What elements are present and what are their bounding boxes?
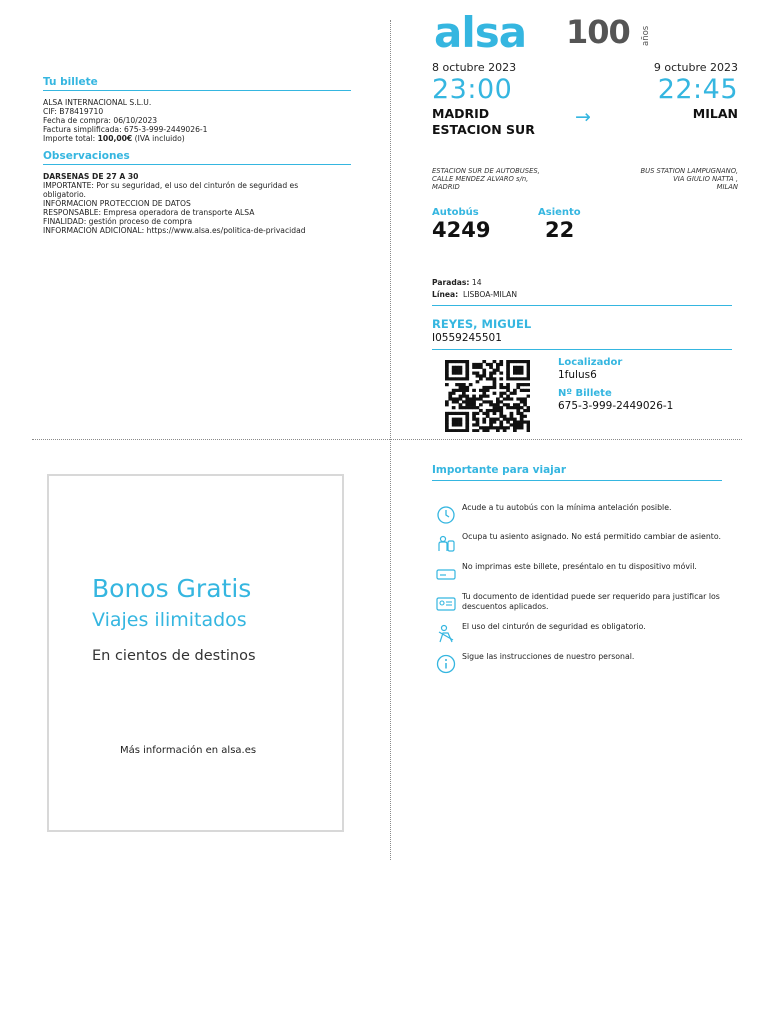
tips-rule <box>432 480 722 481</box>
bus-number: 4249 <box>432 218 491 242</box>
tip-text: No imprimas este billete, preséntalo en tu dispositivo móvil. <box>462 562 697 571</box>
purchase-date: Fecha de compra: 06/10/2023 <box>43 116 158 125</box>
vertical-fold-line <box>390 20 391 860</box>
passenger-document: I0559245501 <box>432 332 502 344</box>
seat-number: 22 <box>545 218 575 242</box>
departure-date: 8 octubre 2023 <box>432 61 517 74</box>
darsenas-text: DARSENAS DE 27 A 30 <box>43 172 139 181</box>
id-card-icon <box>435 593 457 615</box>
trip-rule <box>432 305 732 306</box>
alsa-logo-text: alsa <box>434 8 527 57</box>
line-row: Línea: LISBOA-MILAN <box>432 290 518 299</box>
observations-title: Observaciones <box>43 150 130 162</box>
locator-value: 1fulus6 <box>558 369 597 381</box>
ticket-info-block <box>43 98 353 143</box>
ticket-info-rule <box>43 90 351 91</box>
observation-line: INFORMACION PROTECCION DE DATOS <box>43 199 191 208</box>
ticket-number-value: 675-3-999-2449026-1 <box>558 400 674 412</box>
observations-lines <box>43 181 355 235</box>
observation-line: INFORMACION ADICIONAL: https://www.alsa.es/politica-de-privacidad <box>43 226 306 235</box>
tips-title: Importante para viajar <box>432 464 567 476</box>
ticket-icon <box>435 563 457 585</box>
anniversary-word: años <box>641 25 651 46</box>
departure-time: 23:00 <box>432 74 513 105</box>
route-arrow-icon: → <box>575 106 591 128</box>
arrival-address: BUS STATION LAMPUGNANO, VIA GIULIO NATTA , MILAN <box>640 167 738 191</box>
stops-row: Paradas: 14 <box>432 278 482 287</box>
observation-line: RESPONSABLE: Empresa operadora de transporte ALSA <box>43 208 255 217</box>
arrival-city: MILAN <box>692 106 738 121</box>
promo-footer: Más información en alsa.es <box>120 745 257 756</box>
locator-label: Localizador <box>558 357 623 368</box>
promo-box <box>47 474 344 832</box>
ticket-number-label: Nº Billete <box>558 388 612 399</box>
promo-tagline: En cientos de destinos <box>92 648 256 664</box>
tip-text: Ocupa tu asiento asignado. No está permitido cambiar de asiento. <box>462 532 721 541</box>
departure-city: MADRID ESTACION SUR <box>432 106 535 137</box>
ticket-info-title: Tu billete <box>43 76 98 88</box>
tip-text: El uso del cinturón de seguridad es obligatorio. <box>462 622 646 631</box>
passenger-name: REYES, MIGUEL <box>432 317 532 331</box>
observations-block <box>43 172 355 235</box>
tip-text: Sigue las instrucciones de nuestro personal. <box>462 652 635 661</box>
qr-code <box>445 360 530 432</box>
info-icon <box>435 653 457 675</box>
promo-subheadline: Viajes ilimitados <box>92 609 247 631</box>
arrival-time: 22:45 <box>657 74 738 105</box>
seat-label: Asiento <box>538 207 581 218</box>
horizontal-fold-line <box>32 439 742 440</box>
observations-rule <box>43 164 351 165</box>
clock-icon <box>435 504 457 526</box>
company-name: ALSA INTERNACIONAL S.L.U. <box>43 98 152 107</box>
alsa-logo <box>434 8 527 57</box>
invoice-number: Factura simplificada: 675-3-999-2449026-1 <box>43 125 208 134</box>
total-amount: Importe total: 100,00€ (IVA incluido) <box>43 134 185 143</box>
cif: CIF: B78419710 <box>43 107 104 116</box>
promo-headline: Bonos Gratis <box>92 574 252 603</box>
arrival-date: 9 octubre 2023 <box>653 61 738 74</box>
seatbelt-icon <box>435 623 457 645</box>
passenger-rule <box>432 349 732 350</box>
tip-text: Tu documento de identidad puede ser requerido para justificar los descuentos aplicados. <box>462 592 720 611</box>
observation-line: IMPORTANTE: Por su seguridad, el uso del cinturón de seguridad es <box>43 181 299 190</box>
anniversary-number: 100 <box>566 13 630 51</box>
tip-text: Acude a tu autobús con la mínima antelación posible. <box>462 503 672 512</box>
seat-icon <box>435 533 457 555</box>
departure-address: ESTACION SUR DE AUTOBUSES, CALLE MENDEZ ALVARO s/n, MADRID <box>432 167 540 191</box>
observation-line: obligatorio. <box>43 190 86 199</box>
observation-line: FINALIDAD: gestión proceso de compra <box>43 217 193 226</box>
bus-label: Autobús <box>432 207 479 218</box>
